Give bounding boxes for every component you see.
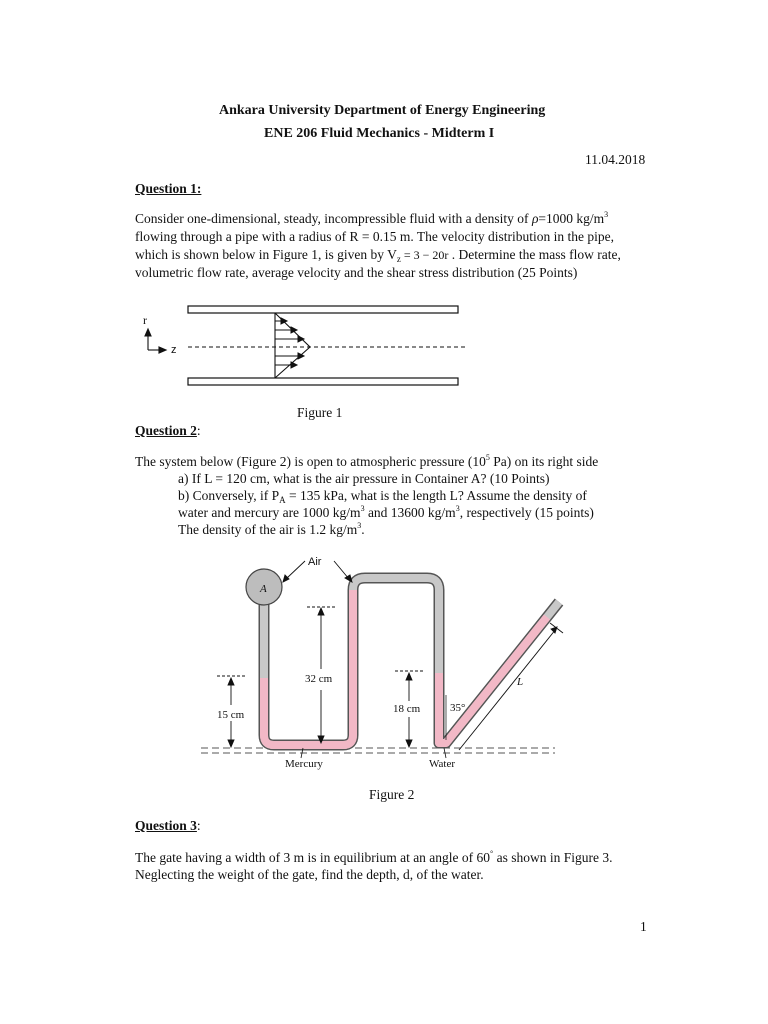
reference-level-lines: [201, 748, 555, 753]
figure-1-caption: Figure 1: [297, 405, 343, 420]
angle-35-label: 35°: [450, 702, 466, 714]
q2-line-1: The system below (Figure 2) is open to atmospheric pressure ($10^5$ Pa) on its right side: [135, 453, 599, 469]
q2-part-a: a) If L = 120 cm, what is the air pressure in Container A? (10 Points): [178, 471, 550, 486]
q2-part-b-line-3: The density of the air is 1.2 $kg/m^3$.: [178, 521, 365, 537]
dimension-L: [459, 623, 563, 750]
q3-line-2: Neglecting the weight of the gate, find the depth, d, of the water.: [135, 867, 484, 882]
question-2-text: [135, 453, 598, 538]
university-title: Ankara University Department of Energy Engineering: [219, 103, 546, 118]
figure-1-pipe-diagram: [130, 298, 475, 394]
exam-date: 11.04.2018: [585, 152, 646, 167]
question-1-text: [135, 210, 621, 282]
figure-2-manometer-diagram: [195, 545, 565, 775]
question-3-text: [135, 849, 613, 883]
air-label: Air: [308, 556, 322, 568]
mercury-label: Mercury: [285, 758, 323, 770]
page-number: 1: [640, 919, 647, 934]
r-axis-label: r: [143, 313, 147, 327]
z-axis-label: z: [171, 344, 177, 356]
q2-part-b-line-2: water and mercury are 1000 $kg/m^3$ and 13600 $kg/m^3$, respectively (15 points): [178, 504, 594, 520]
course-title: ENE 206 Fluid Mechanics - Midterm I: [264, 126, 495, 141]
q1-line-4: volumetric flow rate, average velocity and the shear stress distribution (25 Points): [135, 265, 578, 280]
question-2-title: Question 2:: [135, 423, 201, 438]
container-a: [246, 569, 282, 605]
q1-line-3: which is shown below in Figure 1, is given by $V_z = 3 - 20r$ . Determine the mass flow rate,: [135, 247, 621, 264]
q1-line-1: Consider one-dimensional, steady, incompressible fluid with a density of ρ=1000 $kg/m^3$: [135, 210, 609, 226]
manometer-tube: [264, 578, 559, 745]
q2-part-b-line-1: b) Conversely, if $P_A = 135$ kPa, what is the length L? Assume the density of: [178, 488, 587, 505]
question-3-title: Question 3:: [135, 818, 201, 833]
mercury-column: [264, 590, 353, 745]
q1-line-2: flowing through a pipe with a radius of R = 0.15 m. The velocity distribution in the pipe,: [135, 229, 615, 244]
dimension-15cm-label: 15 cm: [217, 709, 245, 721]
dimension-32cm-label: 32 cm: [305, 673, 333, 685]
coordinate-axes: [145, 329, 166, 353]
figure-2-caption: Figure 2: [369, 787, 415, 802]
pipe-bottom-wall: [188, 378, 458, 385]
velocity-profile: [275, 313, 310, 378]
question-1-title: Question 1:: [135, 181, 202, 196]
water-label: Water: [429, 758, 455, 770]
container-a-label: A: [260, 583, 267, 595]
dimension-L-label: L: [517, 676, 524, 688]
dimension-18cm-label: 18 cm: [393, 703, 421, 715]
velocity-arrows: [275, 318, 304, 368]
q3-line-1: The gate having a width of 3 m is in equilibrium at an angle of 60° as shown in Figure 3.: [135, 849, 613, 865]
pipe-top-wall: [188, 306, 458, 313]
